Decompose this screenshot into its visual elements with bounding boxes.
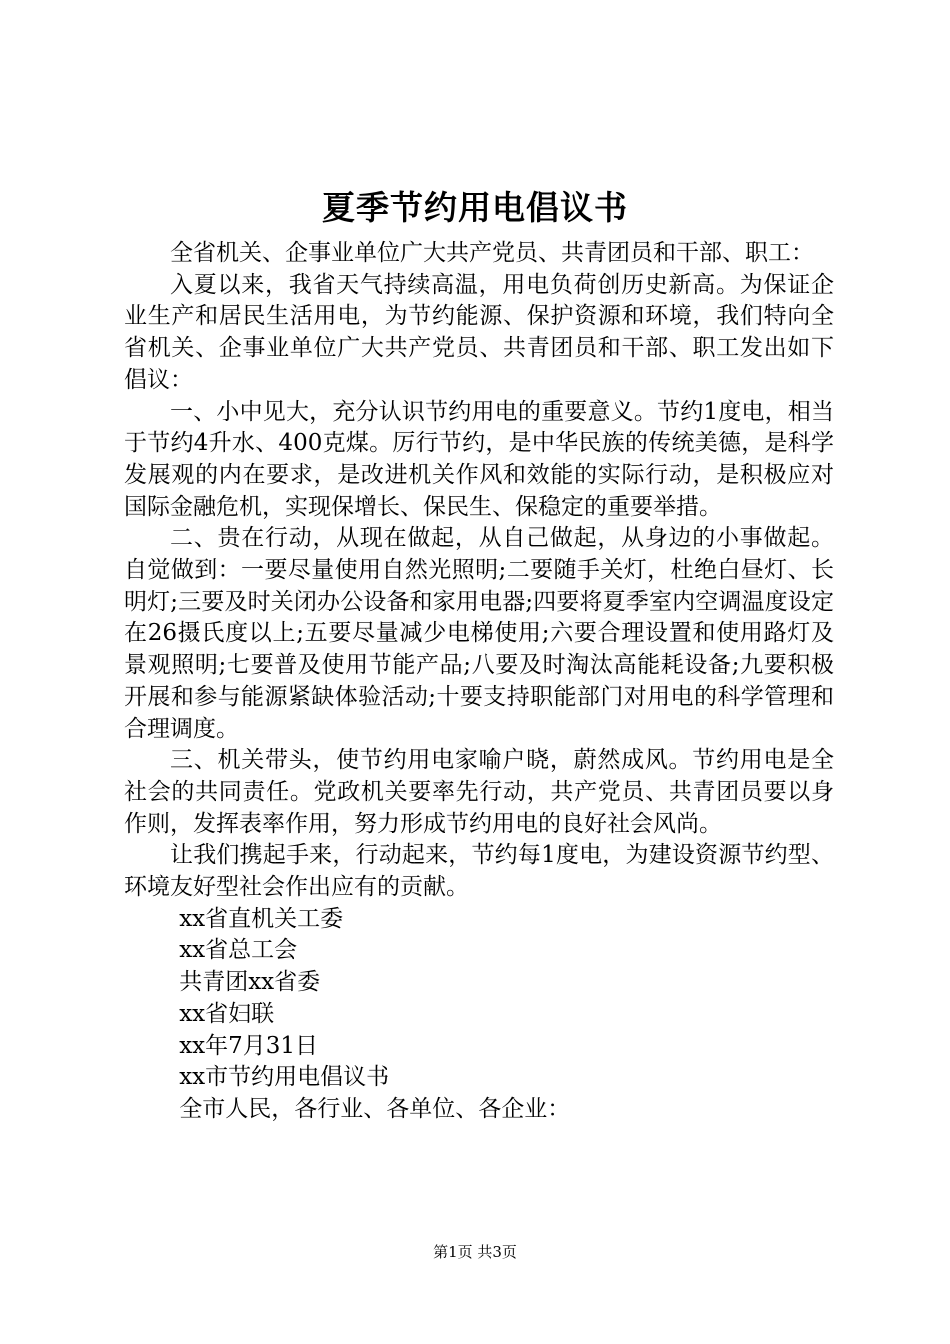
signature-line: xx省妇联 bbox=[179, 1000, 275, 1027]
proposal-three: 三、机关带头，使节约用电家喻户晓，蔚然成风。节约用电是全社会的共同责任。党政机关要率先行动，共产党员、共青团员要以身作则，发挥表率作用，努力形成节约用电的良好社会风尚。 bbox=[124, 747, 834, 837]
signature-line: 共青团xx省委 bbox=[179, 969, 321, 996]
document-body bbox=[124, 238, 834, 1126]
intro-paragraph: 入夏以来，我省天气持续高温，用电负荷创历史新高。为保证企业生产和居民生活用电，为节约能源、保护资源和环境，我们特向全省机关、企事业单位广大共产党员、共青团员和干部、职工发出如下倡议： bbox=[124, 271, 834, 393]
page-number: 第1页 共3页 bbox=[433, 1243, 517, 1261]
second-document-salutation: 全市人民，各行业、各单位、各企业： bbox=[179, 1095, 571, 1122]
salutation: 全省机关、企事业单位广大共产党员、共青团员和干部、职工： bbox=[170, 240, 814, 266]
signature-line: xx省总工会 bbox=[179, 937, 298, 964]
signature-date: xx年7月31日 bbox=[179, 1032, 319, 1059]
proposal-two: 二、贵在行动，从现在做起，从自己做起，从身边的小事做起。自觉做到：一要尽量使用自然光照明;二要随手关灯，杜绝白昼灯、长明灯;三要及时关闭办公设备和家用电器;四要将夏季室内空调温度设定在26摄氏度以上;五要尽量减少电梯使用;六要合理设置和使用路灯及景观照明;七要普及使用节能产品;八要及时淘汰高能耗设备;九要积极开展和参与能源紧缺体验活动;十要支持职能部门对用电的科学管理和合理调度。 bbox=[124, 525, 834, 742]
proposal-one: 一、小中见大，充分认识节约用电的重要意义。节约1度电，相当于节约4升水、400克煤。厉行节约，是中华民族的传统美德，是科学发展观的内在要求，是改进机关作风和效能的实际行动，是积极应对国际金融危机，实现保增长、保民生、保稳定的重要举措。 bbox=[124, 398, 834, 520]
closing-paragraph: 让我们携起手来，行动起来，节约每1度电，为建设资源节约型、环境友好型社会作出应有的贡献。 bbox=[124, 842, 834, 901]
signature-line: xx省直机关工委 bbox=[179, 905, 344, 932]
second-document-title: xx市节约用电倡议书 bbox=[179, 1064, 390, 1091]
document-title: 夏季节约用电倡议书 bbox=[322, 188, 628, 227]
